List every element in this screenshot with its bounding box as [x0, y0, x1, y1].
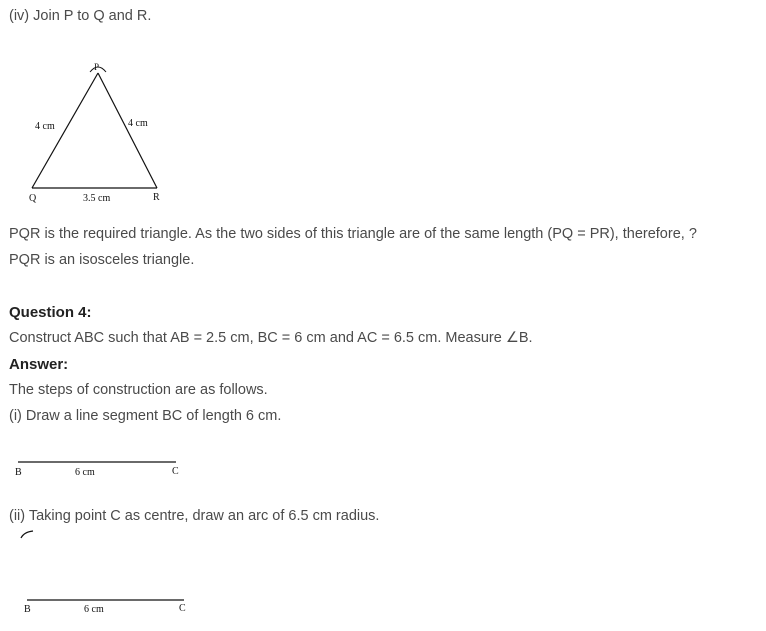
conclusion-line-1: PQR is the required triangle. As the two sides of this triangle are of the same length (PQ = PR), therefore, ? — [9, 226, 697, 242]
label-b-1: B — [15, 467, 22, 478]
label-length-1: 6 cm — [75, 467, 95, 478]
label-qr-length: 3.5 cm — [83, 193, 111, 204]
segment-bc-figure-1 — [15, 462, 179, 478]
answer-heading: Answer: — [9, 356, 69, 373]
side-pr — [98, 73, 157, 188]
segment-bc-figure-2 — [24, 600, 186, 615]
label-c-2: C — [179, 603, 186, 614]
label-length-2: 6 cm — [84, 604, 104, 615]
label-pq-length: 4 cm — [35, 121, 55, 132]
conclusion-line-2: PQR is an isosceles triangle. — [9, 252, 195, 268]
label-pr-length: 4 cm — [128, 118, 148, 129]
steps-intro: The steps of construction are as follows. — [9, 382, 268, 398]
question-heading: Question 4: — [9, 304, 92, 321]
step-iv-text: (iv) Join P to Q and R. — [9, 8, 152, 24]
label-q: Q — [29, 193, 37, 204]
label-r: R — [153, 192, 160, 203]
step-ii-text: (ii) Taking point C as centre, draw an arc of 6.5 cm radius. — [9, 508, 380, 524]
question-text: Construct ABC such that AB = 2.5 cm, BC = 6 cm and AC = 6.5 cm. Measure ∠B. — [9, 330, 533, 346]
label-p: P — [94, 62, 100, 72]
triangle-pqr-figure — [29, 62, 160, 204]
label-b-2: B — [24, 604, 31, 615]
label-c-1: C — [172, 466, 179, 477]
arc-mark — [21, 531, 33, 538]
step-i-text: (i) Draw a line segment BC of length 6 cm. — [9, 408, 282, 424]
